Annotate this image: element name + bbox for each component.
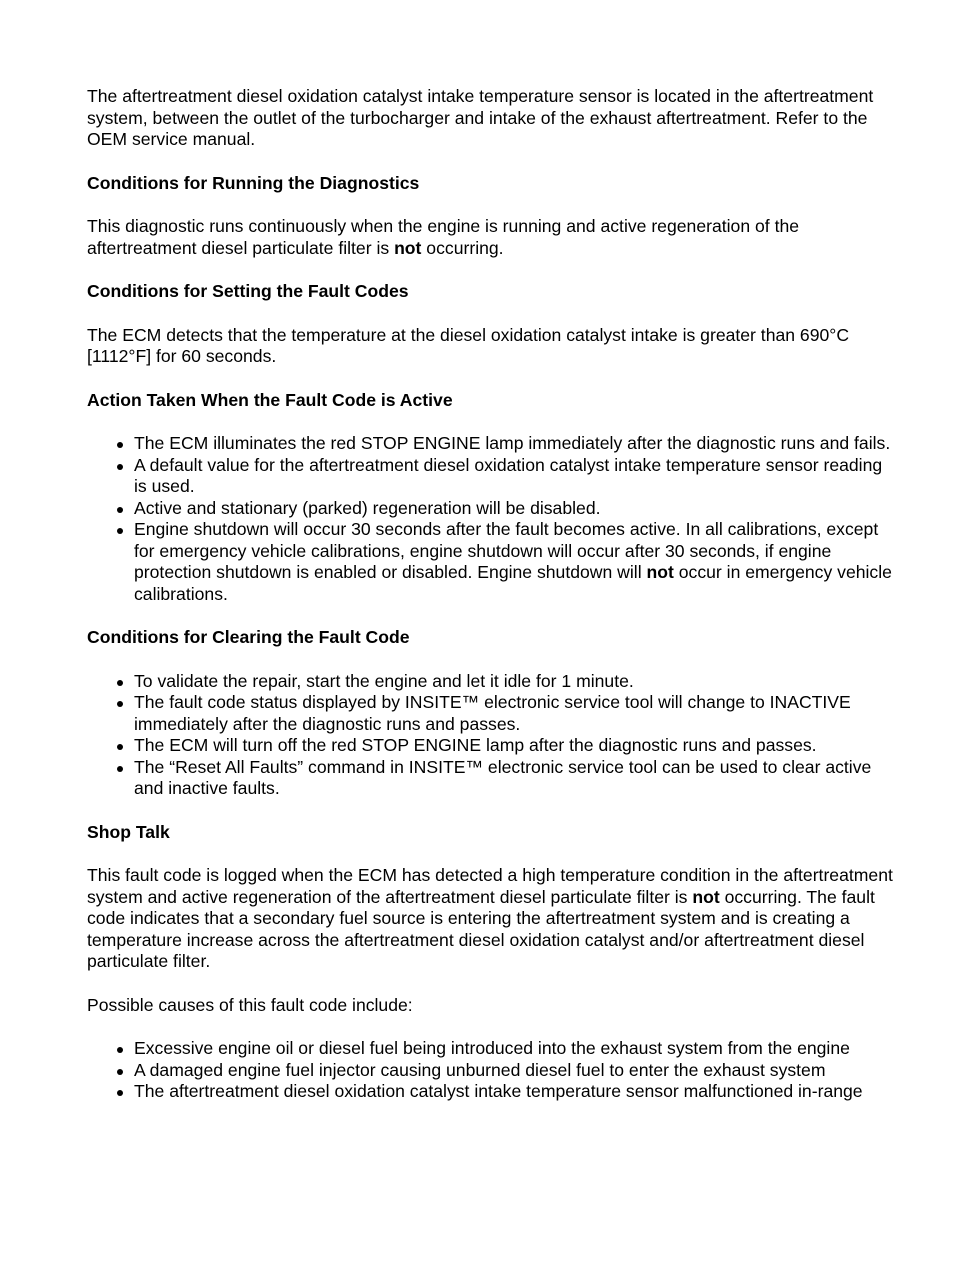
intro-paragraph: The aftertreatment diesel oxidation catalyst intake temperature sensor is located in the aftertreatment system, between the outlet of the turbocharger and intake of the exhaust aftertreatment. Refer to the OEM service manual. [87, 86, 874, 149]
setting-heading: Conditions for Setting the Fault Codes [87, 281, 409, 301]
clearing-list [87, 671, 897, 800]
running-text-before: This diagnostic runs continuously when the engine is running and active regeneration of the aftertreatment diesel particulate filter is [87, 216, 800, 258]
running-text-bold: not [394, 237, 422, 258]
action-item4-bold: not [646, 562, 674, 582]
list-item: A default value for the aftertreatment diesel oxidation catalyst intake temperature sensor reading is used. [134, 455, 897, 498]
running-text-after: occurring. [421, 237, 504, 258]
document-page [87, 86, 897, 1125]
list-item [134, 519, 897, 605]
list-item: The aftertreatment diesel oxidation catalyst intake temperature sensor malfunctioned in-range [134, 1081, 897, 1103]
list-item: Excessive engine oil or diesel fuel being introduced into the exhaust system from the engine [134, 1038, 897, 1060]
shoptalk-text-before: This fault code is logged when the ECM has detected a high temperature condition in the aftertreatment system and active regeneration of the aftertreatment diesel particulate filter is [87, 865, 893, 907]
list-item: A damaged engine fuel injector causing unburned diesel fuel to enter the exhaust system [134, 1060, 897, 1082]
list-item: Active and stationary (parked) regeneration will be disabled. [134, 498, 897, 520]
list-item: The “Reset All Faults” command in INSITE™ electronic service tool can be used to clear active and inactive faults. [134, 757, 897, 800]
shoptalk-heading: Shop Talk [87, 821, 170, 842]
shoptalk-text-bold: not [692, 886, 720, 907]
shoptalk-paragraph [87, 865, 897, 973]
causes-intro: Possible causes of this fault code include: [87, 994, 413, 1015]
list-item: To validate the repair, start the engine and let it idle for 1 minute. [134, 671, 897, 693]
action-item4-before: Engine shutdown will occur 30 seconds after the fault becomes active. In all calibrations, except for emergency vehicle calibrations, engine shutdown will occur after 30 seconds, if engine protection shutdown is enabled or disabled. Engine shutdown will [134, 519, 879, 582]
list-item: The ECM illuminates the red STOP ENGINE lamp immediately after the diagnostic runs and fails. [134, 433, 897, 455]
action-item4-after: occur in emergency vehicle calibrations. [134, 562, 892, 604]
causes-list [87, 1038, 897, 1103]
running-heading: Conditions for Running the Diagnostics [87, 172, 420, 193]
list-item: The ECM will turn off the red STOP ENGINE lamp after the diagnostic runs and passes. [134, 735, 897, 757]
shoptalk-text-after: occurring. The fault code indicates that a secondary fuel source is entering the aftertreatment system and is creating a temperature increase across the aftertreatment diesel oxidation catalyst and/or aftertreatment diesel particulate filter. [87, 886, 875, 971]
setting-paragraph: The ECM detects that the temperature at the diesel oxidation catalyst intake is greater than 690°C [1112°F] for 60 seconds. [87, 324, 850, 366]
action-heading: Action Taken When the Fault Code is Active [87, 389, 453, 410]
clearing-heading: Conditions for Clearing the Fault Code [87, 627, 410, 647]
list-item: The fault code status displayed by INSITE™ electronic service tool will change to INACTIVE immediately after the diagnostic runs and passes. [134, 692, 897, 735]
action-list [87, 433, 897, 605]
running-paragraph [87, 216, 897, 259]
